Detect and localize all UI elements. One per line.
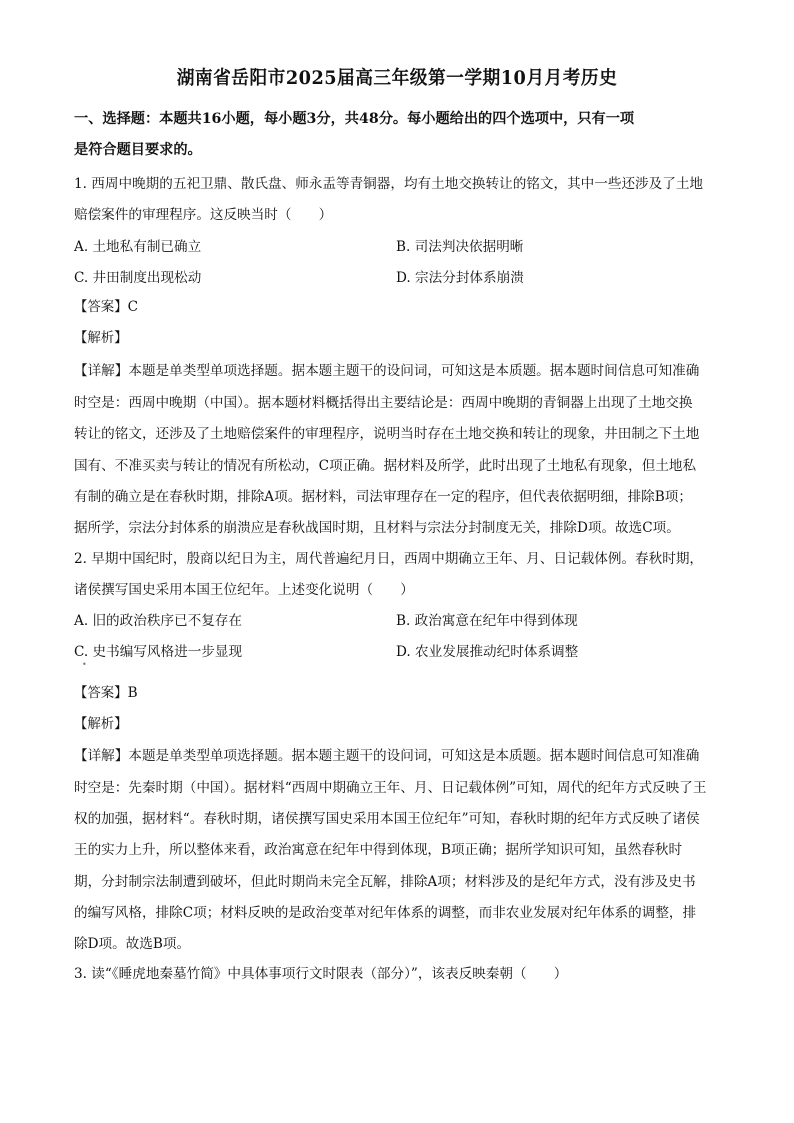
q2-detail-line-1: 【详解】本题是单类型单项选择题。据本题主题干的设问词，可知这是本质题。据本题时间信息可知准确 xyxy=(74,748,700,764)
q2-option-c: C. 史书编写风格进一步显现 xyxy=(74,644,243,660)
q2-detail-line-5: 期，分封制宗法制遭到破坏，但此时期尚未完全瓦解，排除A项；材料涉及的是纪年方式，没有涉及史书 xyxy=(74,874,696,890)
q1-option-d: D. 宗法分封体系崩溃 xyxy=(396,270,524,286)
q1-detail-line-5: 有制的确立是在春秋时期，排除A项。据材料，司法审理存在一定的程序，但代表依据明细，排除B项； xyxy=(74,489,692,505)
q1-analysis-label: 【解析】 xyxy=(74,331,128,346)
section-header-line-1: 一、选择题：本题共16小题，每小题3分，共48分。每小题给出的四个选项中，只有一项 xyxy=(74,111,635,127)
q2-option-a: A. 旧的政治秩序已不复存在 xyxy=(74,613,242,629)
q1-detail-line-2: 时空是：西周中晚期（中国）。据本题材料概括得出主要结论是：西周中晚期的青铜器上出现了土地交换 xyxy=(74,395,693,411)
q2-answer-label: 【答案】 xyxy=(74,686,128,701)
q1-detail-line-1: 【详解】本题是单类型单项选择题。据本题主题干的设问词，可知这是本质题。据本题时间信息可知准确 xyxy=(74,363,700,379)
q2-detail-line-7: 除D项。故选B项。 xyxy=(74,936,191,952)
stray-dot-mark: • xyxy=(82,660,87,669)
q1-answer-label: 【答案】 xyxy=(74,300,128,315)
q2-detail-line-2: 时空是：先秦时期（中国）。据材料“西周中期确立王年、月、日记载体例”可知，周代的纪年方式反映了王 xyxy=(74,780,707,796)
q2-detail-line-4: 王的实力上升，所以整体来看，政治寓意在纪年中得到体现，B项正确；据所学知识可知，虽然春秋时 xyxy=(74,842,683,858)
q1-option-a: A. 土地私有制已确立 xyxy=(74,239,202,255)
q1-detail-line-3: 转让的铭文，还涉及了土地赔偿案件的审理程序，说明当时存在土地交换和转让的现象，井田制之下土地 xyxy=(74,426,700,442)
q2-analysis-label: 【解析】 xyxy=(74,717,128,732)
page-title: 湖南省岳阳市2025届高三年级第一学期10月月考历史 xyxy=(176,68,618,89)
q2-stem-line-2: 诸侯撰写国史采用本国王位纪年。上述变化说明（ ） xyxy=(74,582,414,598)
q3-stem-line-1: 3. 读“《睡虎地秦墓竹简》中具体事项行文时限表（部分）”，该表反映秦朝（ ） xyxy=(74,966,568,982)
q2-detail-line-3: 权的加强，据材料“。春秋时期，诸侯撰写国史采用本国王位纪年”可知，春秋时期的纪年方式反映了诸侯 xyxy=(74,811,700,827)
q2-stem-line-1: 2. 早期中国纪时，殷商以纪日为主，周代普遍纪月日，西周中期确立王年、月、日记载体例。春秋时期， xyxy=(74,551,704,567)
q1-answer-value: C xyxy=(127,299,138,315)
q1-stem-line-1: 1. 西周中晚期的五祀卫鼎、散氏盘、师永盂等青铜器，均有土地交换转让的铭文，其中一些还涉及了土地 xyxy=(74,176,704,192)
q2-answer xyxy=(74,682,724,701)
q2-detail-line-6: 的编写风格，排除C项；材料反映的是政治变革对纪年体系的调整，而非农业发展对纪年体系的调整，排 xyxy=(74,905,697,921)
q1-option-b: B. 司法判决依据明晰 xyxy=(396,239,524,255)
q1-answer xyxy=(74,296,724,315)
q2-option-d: D. 农业发展推动纪时体系调整 xyxy=(396,644,579,660)
q1-detail-line-4: 国有、不准买卖与转让的情况有所松动，C项正确。据材料及所学，此时出现了土地私有现象，但土地私 xyxy=(74,458,697,474)
q2-answer-value: B xyxy=(127,685,138,701)
section-header-line-2: 是符合题目要求的。 xyxy=(74,142,202,158)
q1-detail-line-6: 据所学，宗法分封体系的崩溃应是春秋战国时期，且材料与宗法分封制度无关，排除D项。故选C项。 xyxy=(74,520,680,536)
q2-option-b: B. 政治寓意在纪年中得到体现 xyxy=(396,613,578,629)
q1-stem-line-2: 赔偿案件的审理程序。这反映当时（ ） xyxy=(74,207,333,223)
q1-option-c: C. 井田制度出现松动 xyxy=(74,270,202,286)
